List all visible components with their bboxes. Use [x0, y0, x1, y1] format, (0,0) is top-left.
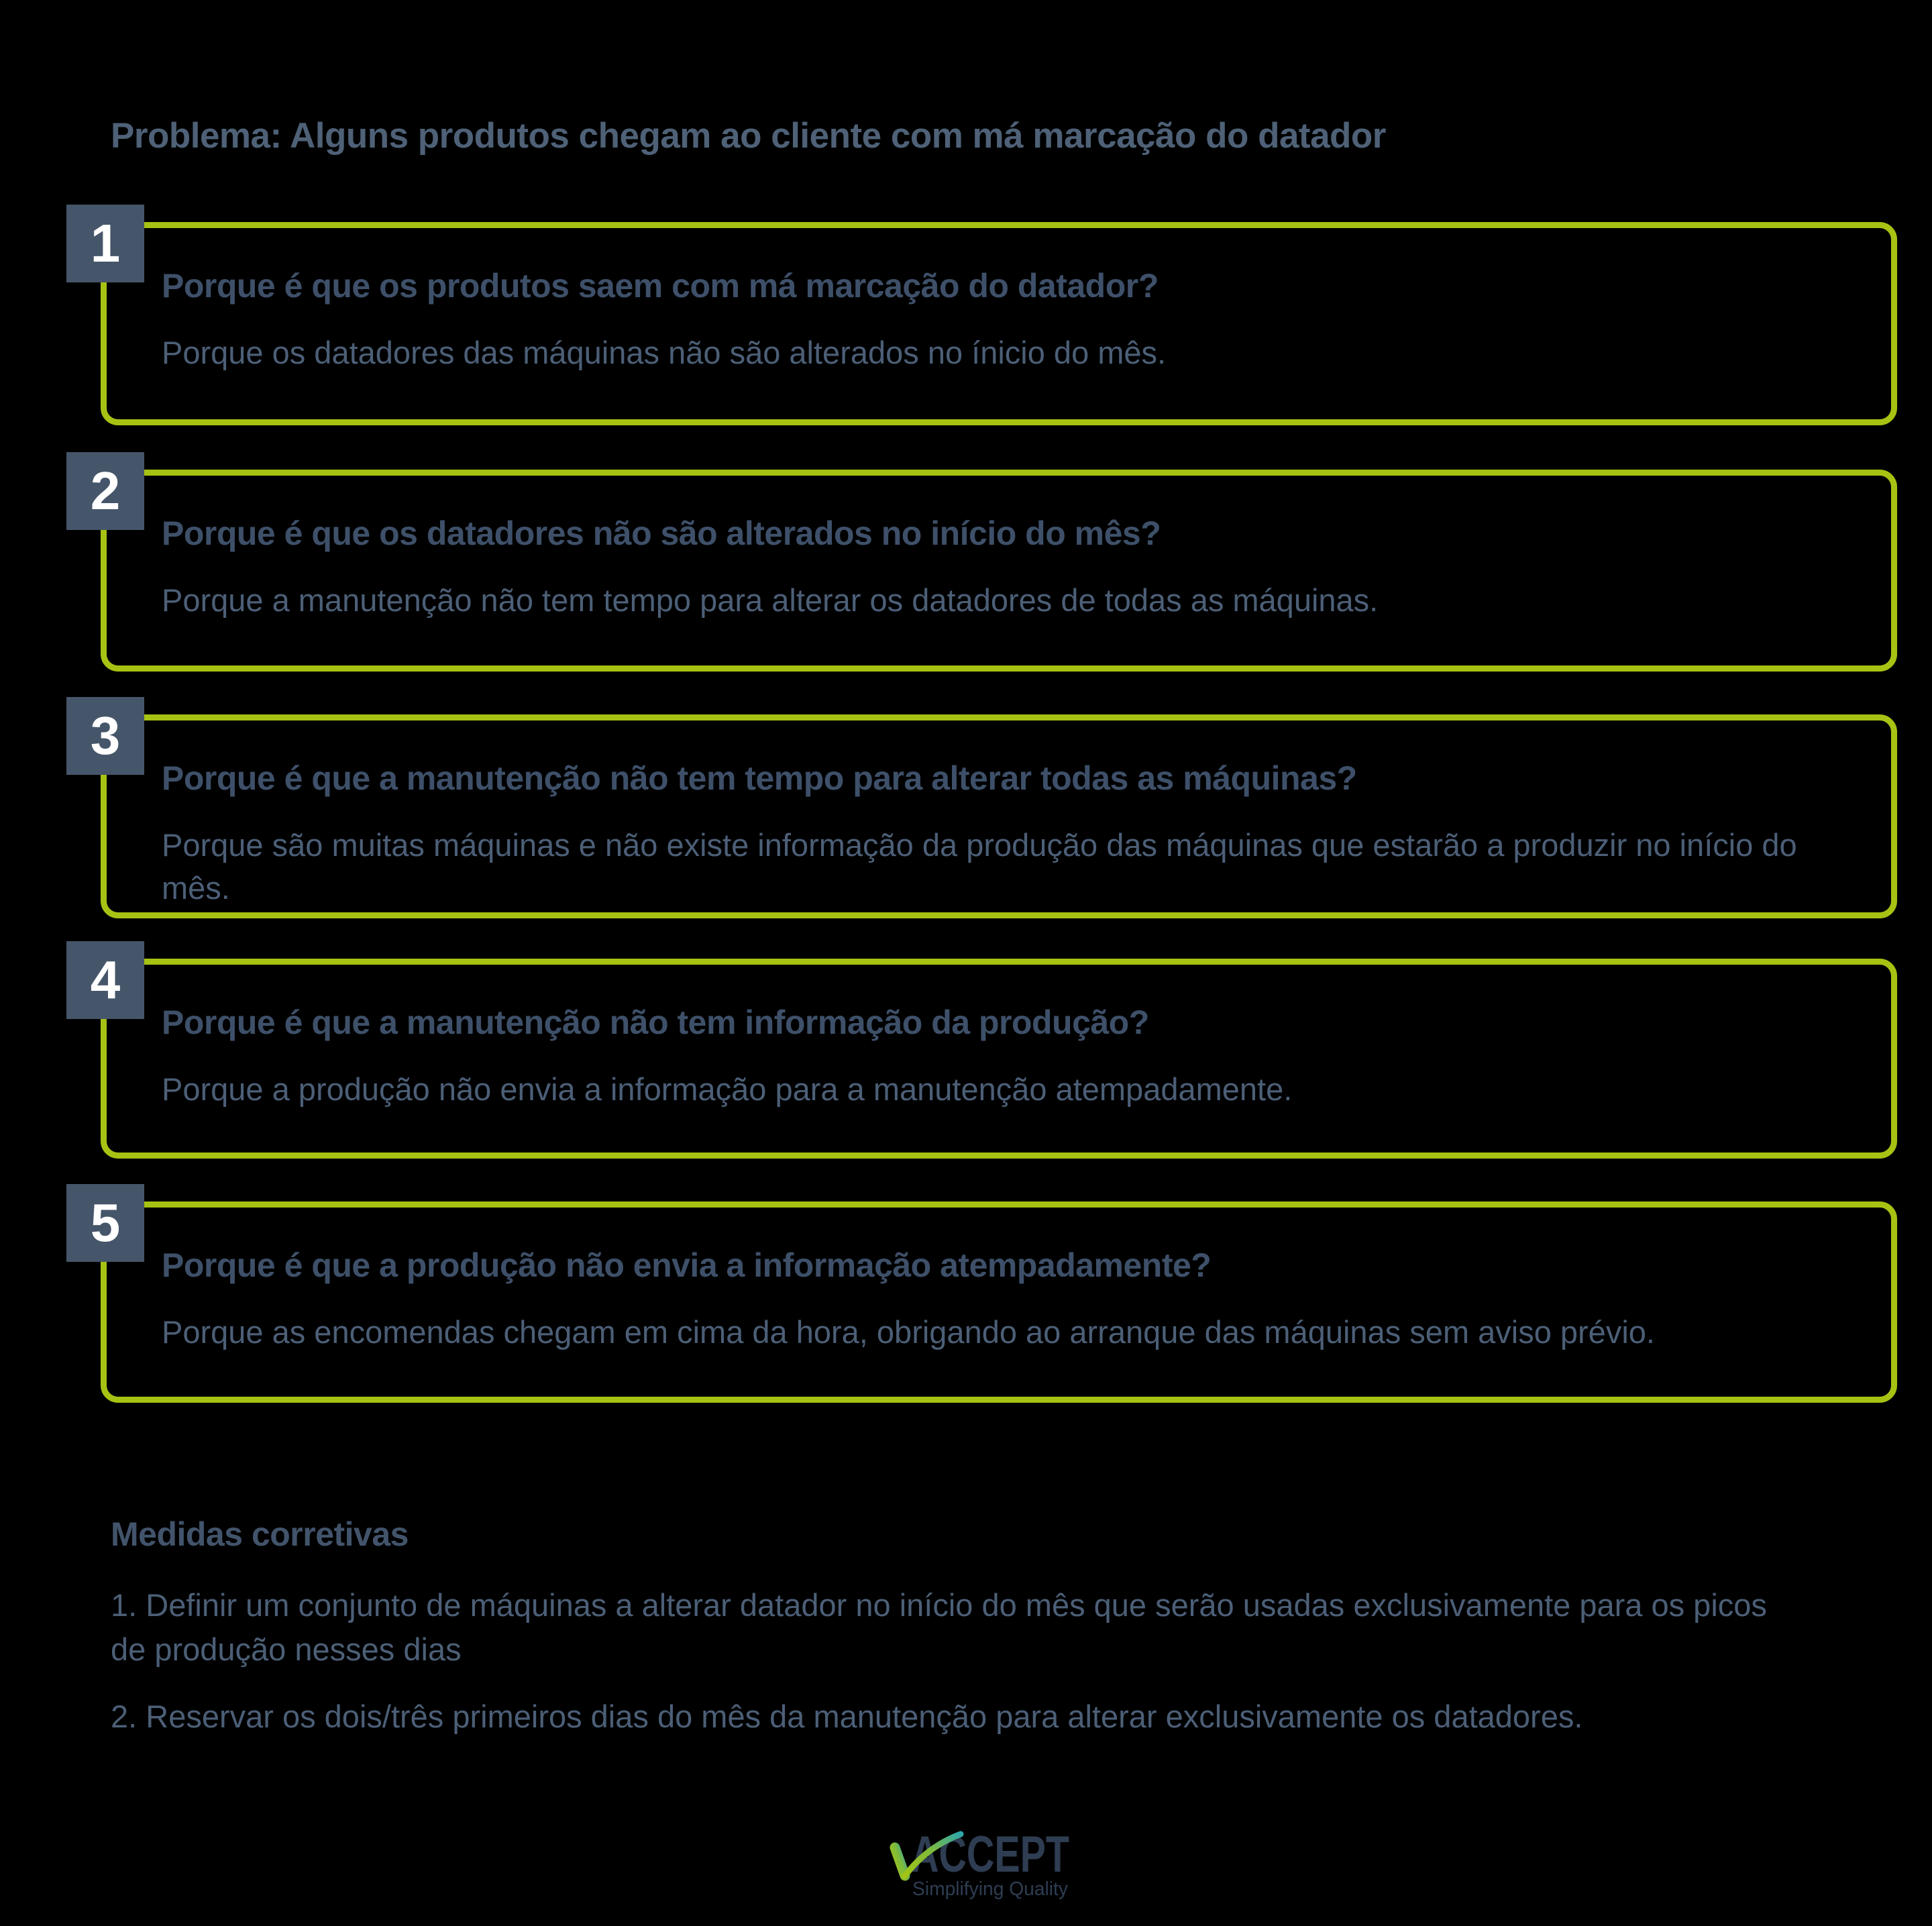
why-box-2 [90, 461, 1897, 672]
why-number-badge-3: 3 [66, 697, 144, 775]
why-question-2: Porque é que os datadores não são alterados no início do mês? [162, 515, 1161, 552]
why-answer-4: Porque a produção não envia a informação para a manutenção atempadamente. [162, 1071, 1293, 1107]
accept-logo-graphic [879, 1803, 1120, 1917]
why-answer-2: Porque a manutenção não tem tempo para alterar os datadores de todas as máquinas. [162, 582, 1379, 618]
why-question-5: Porque é que a produção não envia a informação atempadamente? [162, 1246, 1212, 1284]
why-box-1 [90, 213, 1897, 425]
why-question-3: Porque é que a manutenção não tem tempo para alterar todas as máquinas? [162, 759, 1357, 797]
why-number-badge-4: 4 [66, 941, 144, 1019]
accept-logo [879, 1803, 1120, 1917]
corrective-measures-heading: Medidas corretivas [111, 1515, 409, 1553]
why-answer-5: Porque as encomendas chegam em cima da hora, obrigando ao arranque das máquinas sem aviso prévio. [162, 1314, 1655, 1350]
why-number-badge-5: 5 [66, 1184, 144, 1262]
why-number-badge-2: 2 [66, 452, 144, 530]
logo-wordmark: ACCEPT [911, 1826, 1069, 1883]
why-box-3 [90, 706, 1897, 918]
corrective-measure-item-1: 1. Definir um conjunto de máquinas a alterar datador no início do mês que serão usadas exclusivamente para os picos de produção nesses dias [111, 1587, 1767, 1667]
why-box-4 [90, 950, 1897, 1159]
why-question-1: Porque é que os produtos saem com má marcação do datador? [162, 267, 1159, 305]
corrective-measures-section [111, 1515, 1801, 1739]
logo-tagline: Simplifying Quality [912, 1878, 1069, 1900]
page-title [111, 115, 1386, 156]
title-problem-label: Problema: [111, 116, 282, 156]
corrective-measure-item-2: 2. Reservar os dois/três primeiros dias do mês da manutenção para alterar exclusivamente os datadores. [111, 1699, 1583, 1734]
why-answer-3: Porque são muitas máquinas e não existe informação da produção das máquinas que estarão a produzir no início do mês. [162, 827, 1797, 906]
why-question-4: Porque é que a manutenção não tem informação da produção? [162, 1004, 1149, 1041]
why-box-5 [90, 1193, 1897, 1403]
why-answer-1: Porque os datadores das máquinas não são alterados no ínicio do mês. [162, 335, 1167, 370]
why-number-badge-1: 1 [66, 205, 144, 282]
title-problem-text: Alguns produtos chegam ao cliente com má marcação do datador [281, 116, 1386, 156]
